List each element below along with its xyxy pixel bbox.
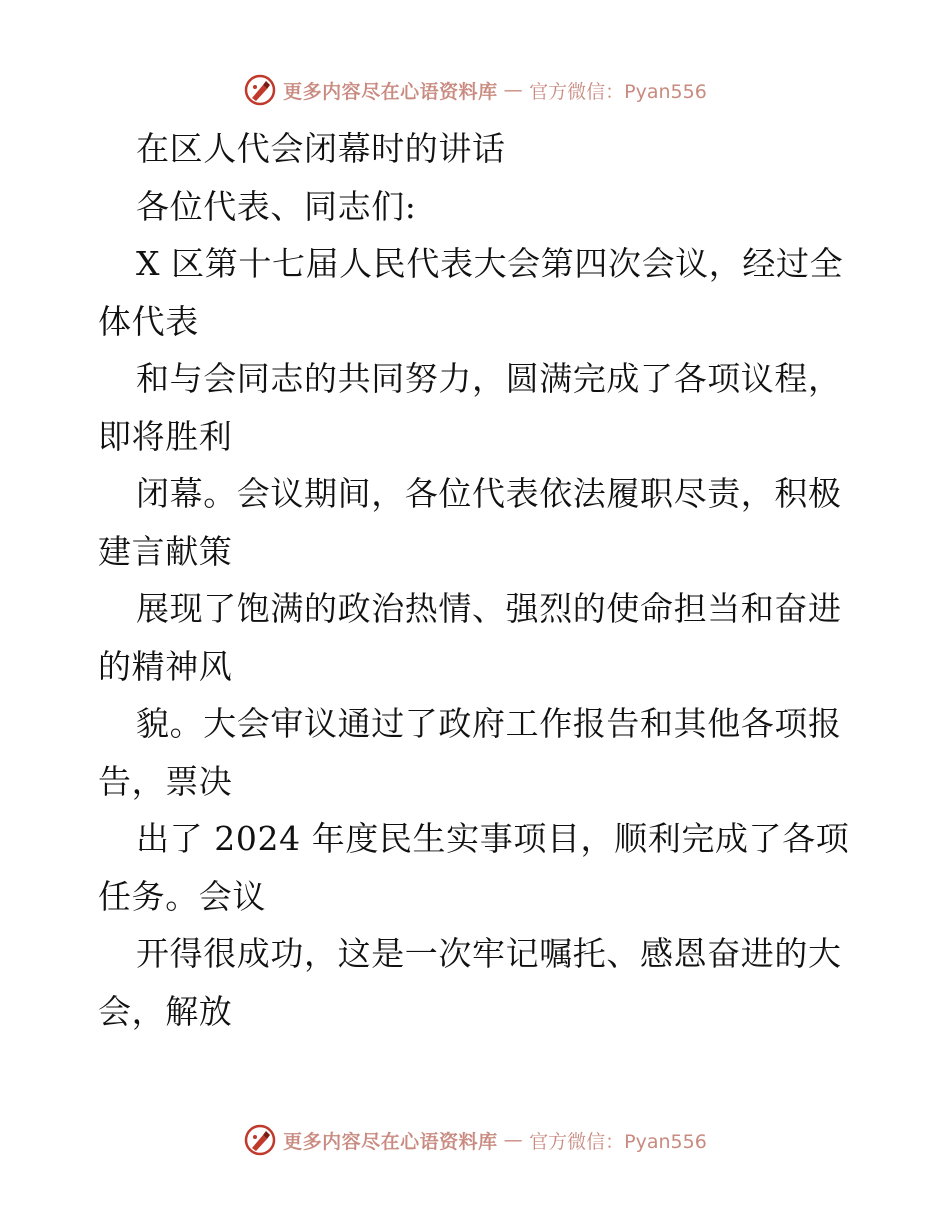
paragraph-line: 貌。大会审议通过了政府工作报告和其他各项报: [136, 704, 842, 743]
footer-banner-text: 更多内容尽在心语资料库: [283, 1130, 498, 1153]
paragraph-line: 开得很成功，这是一次牢记嘱托、感恩奋进的大: [136, 934, 842, 973]
header-banner-text: 更多内容尽在心语资料库: [283, 80, 498, 103]
paragraph-line: 闭幕。会议期间，各位代表依法履职尽责，积极: [136, 474, 842, 513]
salutation: 各位代表、同志们:: [136, 186, 417, 226]
document-title: 在区人代会闭幕时的讲话: [136, 129, 506, 168]
pen-logo-icon: [243, 73, 277, 107]
paragraph-line: 出了 2024 年度民生实事项目，顺利完成了各项: [136, 819, 850, 858]
paragraph-line: X 区第十七届人民代表大会第四次会议，经过全: [136, 244, 844, 283]
paragraph-line: 和与会同志的共同努力，圆满完成了各项议程，: [136, 359, 842, 398]
paragraph-line: 建言献策: [98, 531, 233, 571]
paragraph-line: 告，票决: [98, 761, 233, 801]
paragraph-line: 体代表: [98, 301, 199, 341]
footer-banner-inner: [243, 1123, 707, 1157]
document-body: [98, 120, 858, 1040]
header-banner-dash: —: [503, 79, 524, 101]
header-banner: [0, 70, 950, 110]
footer-banner-wechat: 官方微信：Pyan556: [529, 1130, 707, 1153]
footer-banner: [0, 1120, 950, 1160]
pen-logo-icon: [243, 1123, 277, 1157]
paragraph-line: 会，解放: [98, 991, 233, 1031]
header-banner-inner: [243, 73, 707, 107]
paragraph-line: 的精神风: [98, 646, 233, 686]
footer-banner-dash: —: [503, 1129, 524, 1151]
paragraph-line: 任务。会议: [98, 876, 266, 916]
paragraph-line: 展现了饱满的政治热情、强烈的使命担当和奋进: [136, 589, 842, 628]
paragraph-line: 即将胜利: [98, 416, 233, 456]
header-banner-wechat: 官方微信：Pyan556: [529, 80, 707, 103]
